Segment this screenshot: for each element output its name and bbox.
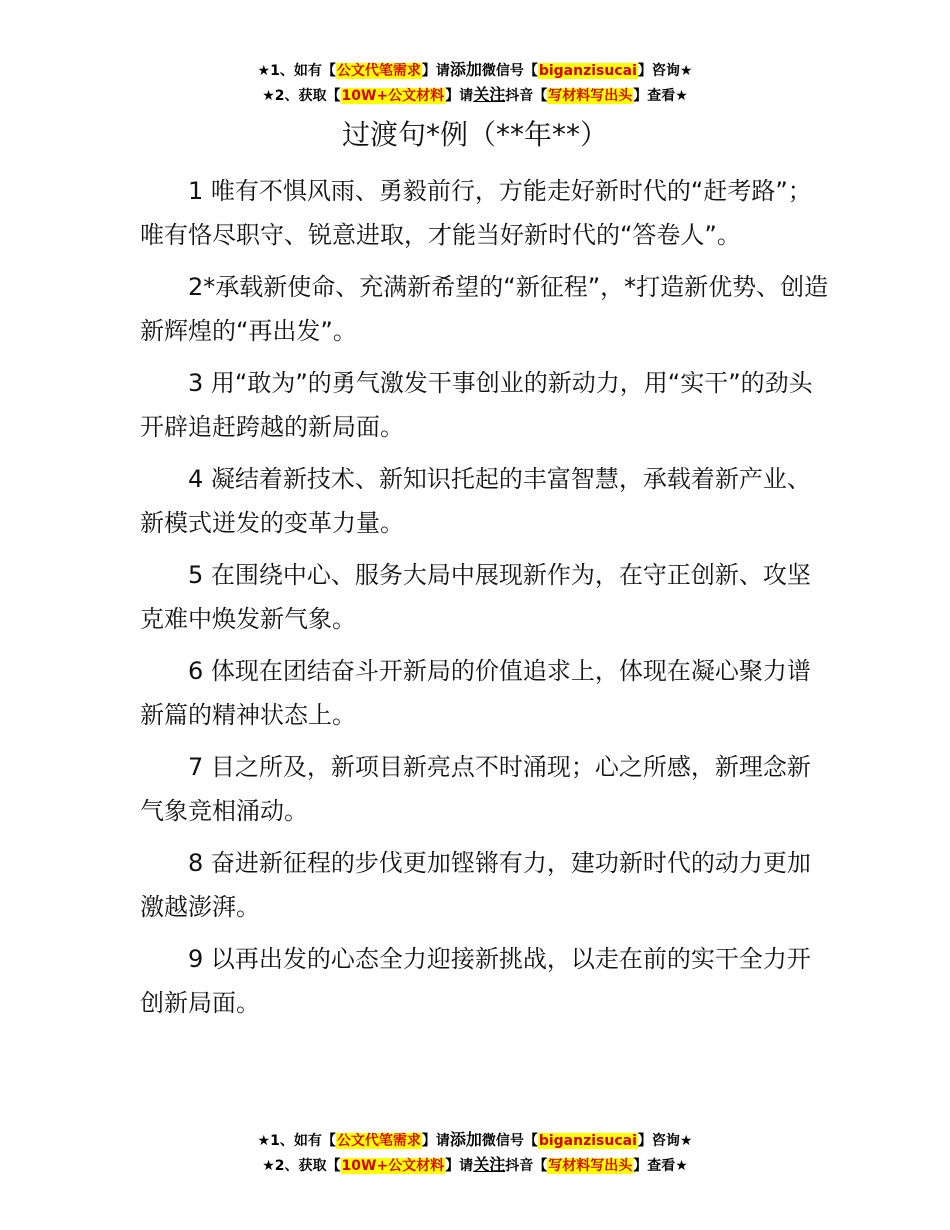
promo-header: [0, 58, 950, 108]
promo-emphasis: 关注: [473, 85, 506, 104]
paragraph: 8 奋进新征程的步伐更加铿锵有力，建功新时代的动力更加激越澎湃。: [140, 849, 811, 921]
paragraph: 2*承载新使命、充满新希望的“新征程”，*打造新优势、创造新辉煌的“再出发”。: [140, 273, 829, 345]
document-body: [140, 169, 830, 1033]
paragraph: 7 目之所及，新项目新亮点不时涌现；心之所感，新理念新气象竞相涌动。: [140, 753, 811, 825]
promo-line-1: [0, 58, 950, 83]
highlight-materials: 10W+公文材料: [341, 88, 445, 104]
paragraph: 6 体现在团结奋斗开新局的价值追求上，体现在凝心聚力谱新篇的精神状态上。: [140, 657, 811, 729]
paragraph: 3 用“敢为”的勇气激发干事创业的新动力，用“实干”的劲头开辟追赶跨越的新局面。: [140, 369, 813, 441]
promo-text: 微信号【: [481, 63, 538, 79]
promo-text: 】咨询★: [637, 63, 693, 79]
paragraph: 5 在围绕中心、服务大局中展现新作为，在守正创新、攻坚克难中焕发新气象。: [140, 561, 811, 633]
promo-text: ★1、如有【: [257, 1133, 336, 1149]
promo-text: 】查看★: [633, 88, 688, 104]
paragraph: 4 凝结着新技术、新知识托起的丰富智慧，承载着新产业、新模式迸发的变革力量。: [140, 465, 811, 537]
promo-text: ★2、获取【: [262, 1158, 341, 1174]
paragraph: 1 唯有不惧风雨、勇毅前行，方能走好新时代的“赶考路”；唯有恪尽职守、锐意进取，才能当好新时代的“答卷人”。: [140, 177, 812, 249]
promo-text: ★1、如有【: [257, 63, 336, 79]
highlight-service: 公文代笔需求: [336, 1133, 421, 1149]
promo-emphasis: 关注: [473, 1155, 506, 1174]
promo-text: ★2、获取【: [262, 88, 341, 104]
promo-text: 】查看★: [633, 1158, 688, 1174]
document-title: 过渡句*例（**年**）: [341, 118, 608, 151]
promo-line-2: [0, 83, 950, 108]
promo-text: 微信号【: [481, 1133, 538, 1149]
promo-text: 】请: [445, 88, 474, 104]
promo-text: 】请: [421, 1133, 450, 1149]
promo-line-1: [0, 1128, 950, 1153]
paragraph: 9 以再出发的心态全力迎接新挑战，以走在前的实干全力开创新局面。: [140, 945, 811, 1017]
promo-text: 抖音【: [505, 1158, 548, 1174]
highlight-service: 公文代笔需求: [336, 63, 421, 79]
promo-emphasis: 添加: [449, 60, 482, 79]
highlight-wechat-id: biganzisucai: [538, 1133, 637, 1149]
promo-footer: [0, 1128, 950, 1178]
promo-text: 】请: [445, 1158, 474, 1174]
promo-text: 抖音【: [505, 88, 548, 104]
promo-emphasis: 添加: [449, 1130, 482, 1149]
promo-text: 】咨询★: [637, 1133, 693, 1149]
promo-text: 】请: [421, 63, 450, 79]
highlight-materials: 10W+公文材料: [341, 1158, 445, 1174]
highlight-wechat-id: biganzisucai: [538, 63, 637, 79]
highlight-douyin: 写材料写出头: [548, 88, 633, 104]
promo-line-2: [0, 1153, 950, 1178]
highlight-douyin: 写材料写出头: [548, 1158, 633, 1174]
